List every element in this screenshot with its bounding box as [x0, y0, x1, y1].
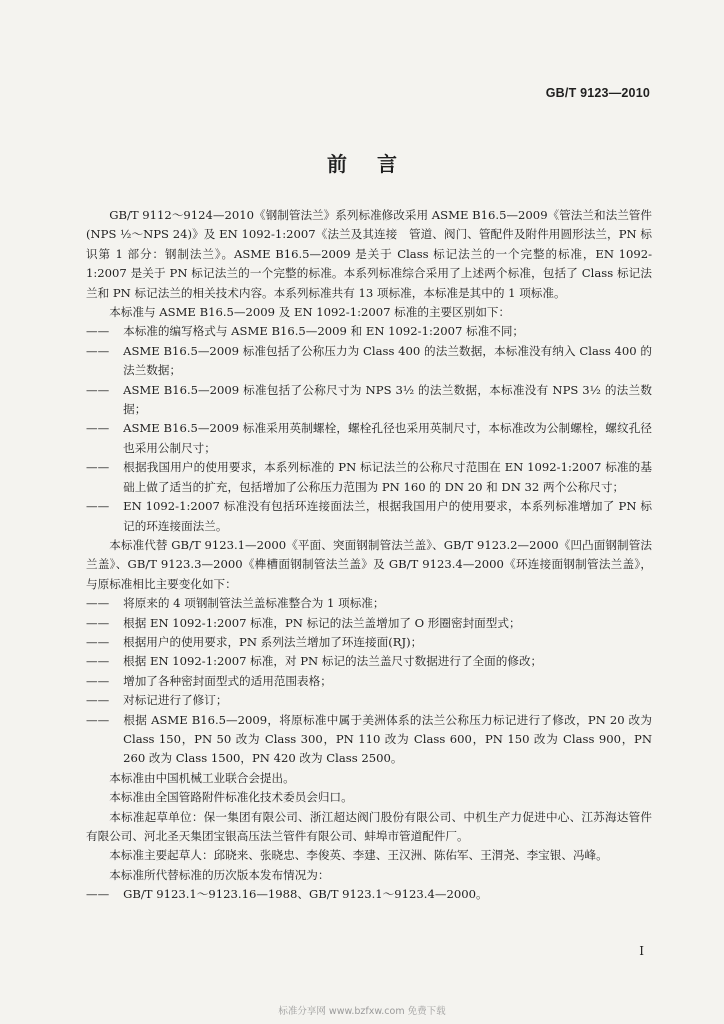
- list-item-text: 根据 EN 1092-1:2007 标准，PN 标记的法兰盖增加了 O 形圈密封面型式；: [123, 615, 521, 630]
- list-item: [86, 652, 652, 671]
- dash-marker: ——: [86, 324, 110, 339]
- standard-code: GB/T 9123—2010: [545, 86, 650, 100]
- list-item-text: 根据 ASME B16.5—2009，将原标准中属于美洲体系的法兰公称压力标记进行了修改，PN 20 改为 Class 150，PN 50 改为 Class 300，PN 110 改为 Class 600，PN 150 改为 Class 900，PN 260 改为 Class 1500，PN 420 改为 Class 2500。: [123, 712, 652, 766]
- list-item: [86, 614, 652, 633]
- list-item: [86, 691, 652, 710]
- dash-marker: ——: [86, 460, 110, 475]
- dash-marker: ——: [86, 712, 110, 727]
- list-item: [86, 711, 652, 769]
- list-item: [86, 458, 652, 497]
- list-item-text: 根据我国用户的使用要求，本系列标准的 PN 标记法兰的公称尺寸范围在 EN 1092-1:2007 标准的基础上做了适当的扩充，包括增加了公称压力范围为 PN 160 的 DN 20 和 DN 32 两个公称尺寸；: [123, 460, 652, 494]
- dash-marker: ——: [86, 343, 110, 358]
- list-item-text: GB/T 9123.1～9123.16—1988、GB/T 9123.1～9123.4—2000。: [123, 887, 488, 902]
- paragraph: 本标准由中国机械工业联合会提出。: [109, 770, 295, 785]
- dash-marker: ——: [86, 615, 110, 630]
- paragraph: 本标准所代替标准的历次版本发布情况为：: [109, 867, 330, 882]
- list-item-text: ASME B16.5—2009 标准包括了公称压力为 Class 400 的法兰数据，本标准没有纳入 Class 400 的法兰数据；: [123, 343, 652, 378]
- list-item: [86, 633, 652, 652]
- list-item-text: 对标记进行了修订；: [123, 693, 228, 708]
- list-item-text: 将原来的 4 项钢制管法兰盖标准整合为 1 项标准；: [123, 596, 385, 611]
- list-item: [86, 497, 652, 536]
- paragraph: GB/T 9112～9124—2010《钢制管法兰》系列标准修改采用 ASME B16.5—2009《管法兰和法兰管件(NPS ½～NPS 24)》及 EN 1092-1:2007《法兰及其连接 管道、阀门、管配件及附件用圆形法兰，PN 标识第 1 部分：钢制法兰》。ASME B16.5—2009 是关于 Class 标记法兰的一个完整的标准，EN 1092-1:2007 是关于 PN 标记法兰的一个完整的标准。本系列标准综合采用了上述两个标准，包括了 Class 标记法兰和 PN 标记法兰的相关技术内容。本系列标准共有 13 项标准，本标准是其中的 1 项标准。: [86, 208, 652, 300]
- list-item-text: ASME B16.5—2009 标准包括了公称尺寸为 NPS 3½ 的法兰数据，本标准没有 NPS 3½ 的法兰数据；: [123, 382, 652, 417]
- dash-marker: ——: [86, 887, 110, 902]
- list-item: [86, 381, 652, 420]
- dash-marker: ——: [86, 499, 110, 514]
- dash-marker: ——: [86, 673, 110, 688]
- list-item-text: 根据用户的使用要求，PN 系列法兰增加了环连接面(RJ)；: [123, 634, 423, 649]
- paragraph: 本标准代替 GB/T 9123.1—2000《平面、突面钢制管法兰盖》、GB/T 9123.2—2000《凹凸面钢制管法兰盖》、GB/T 9123.3—2000《榫槽面钢制管法兰盖》及 GB/T 9123.4—2000《环连接面钢制管法兰盖》，与原标准相比主要变化如下：: [86, 537, 652, 591]
- list-item: [86, 322, 652, 341]
- paragraph: 本标准与 ASME B16.5—2009 及 EN 1092-1:2007 标准的主要区别如下：: [109, 305, 511, 320]
- list-item: [86, 594, 652, 613]
- list-item-text: EN 1092-1:2007 标准没有包括环连接面法兰，根据我国用户的使用要求，本系列标准增加了 PN 标记的环连接面法兰。: [123, 499, 652, 533]
- list-item: [86, 672, 652, 691]
- dash-marker: ——: [86, 421, 110, 436]
- paragraph: 本标准由全国管路附件标准化技术委员会归口。: [109, 790, 353, 805]
- watermark-footer: 标准分享网 www.bzfxw.com 免费下载: [278, 1006, 446, 1017]
- list-item-text: ASME B16.5—2009 标准采用英制螺栓，螺栓孔径也采用英制尺寸，本标准改为公制螺栓，螺纹孔径也采用公制尺寸；: [123, 421, 652, 455]
- list-item: [86, 342, 652, 381]
- paragraph: 本标准起草单位：保一集团有限公司、浙江超达阀门股份有限公司、中机生产力促进中心、江苏海达管件有限公司、河北圣天集团宝银高压法兰管件有限公司、蚌埠市管道配件厂。: [86, 809, 652, 843]
- list-item-text: 本标准的编写格式与 ASME B16.5—2009 和 EN 1092-1:2007 标准不同；: [123, 324, 525, 339]
- foreword-body: [86, 206, 652, 905]
- dash-marker: ——: [86, 596, 110, 611]
- dash-marker: ——: [86, 693, 110, 708]
- list-item-text: 增加了各种密封面型式的适用范围表格；: [123, 673, 332, 688]
- page-title: 前言: [327, 152, 427, 176]
- dash-marker: ——: [86, 382, 110, 397]
- list-item: [86, 885, 652, 904]
- dash-marker: ——: [86, 654, 110, 669]
- list-item-text: 根据 EN 1092-1:2007 标准，对 PN 标记的法兰盖尺寸数据进行了全面的修改；: [123, 654, 543, 669]
- page-number: I: [639, 944, 644, 958]
- paragraph: 本标准主要起草人：邱晓来、张晓忠、李俊英、李建、王汉洲、陈佑军、王渭尧、李宝银、冯峰。: [109, 848, 608, 863]
- dash-marker: ——: [86, 634, 110, 649]
- list-item: [86, 419, 652, 458]
